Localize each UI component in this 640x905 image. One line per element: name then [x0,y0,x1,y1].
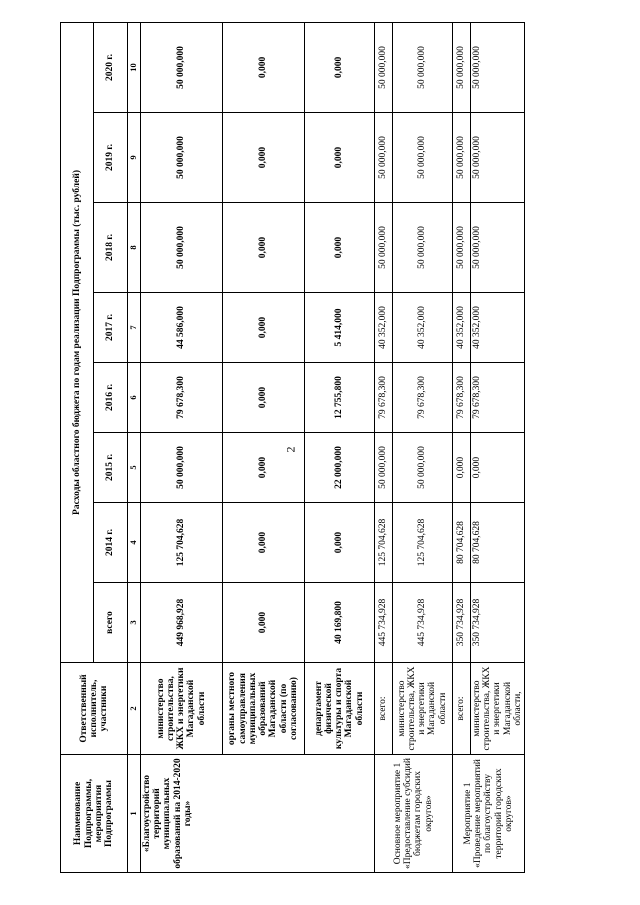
value-cell: 79 678,300 [452,363,470,433]
value-cell: 0,000 [222,363,304,433]
index-cell: 2 [127,663,140,755]
value-cell: 0,000 [222,113,304,203]
budget-table [60,22,525,873]
value-cell: 50 000,000 [452,203,470,293]
value-cell: 44 586,000 [140,293,222,363]
value-cell: 12 755,800 [304,363,374,433]
row-responsible: департамент физической культуры и спорта Магаданской области [304,663,374,755]
value-cell: 50 000,000 [392,433,452,503]
table-row [470,22,524,872]
header-year-2020: 2020 г. [94,22,127,112]
index-cell: 5 [127,433,140,503]
value-cell: 0,000 [470,433,524,503]
value-cell: 40 352,000 [392,293,452,363]
value-cell: 79 678,300 [140,363,222,433]
index-cell: 3 [127,583,140,663]
value-cell: 40 352,000 [374,293,392,363]
value-cell: 50 000,000 [470,113,524,203]
value-cell: 80 704,628 [452,503,470,583]
value-cell: 50 000,000 [374,22,392,112]
header-year-2014: 2014 г. [94,503,127,583]
index-cell: 4 [127,503,140,583]
index-cell: 7 [127,293,140,363]
value-cell: 40 169,800 [304,583,374,663]
index-cell: 8 [127,203,140,293]
table-row [140,22,222,872]
value-cell: 125 704,628 [140,503,222,583]
value-cell: 50 000,000 [392,113,452,203]
value-cell: 0,000 [452,433,470,503]
value-cell: 50 000,000 [140,203,222,293]
value-cell: 125 704,628 [374,503,392,583]
table-row [374,22,392,872]
value-cell: 40 352,000 [452,293,470,363]
table-row [452,22,470,872]
index-cell: 9 [127,113,140,203]
value-cell: 50 000,000 [452,22,470,112]
value-cell: 0,000 [222,22,304,112]
header-total: всего [94,583,127,663]
index-cell: 1 [127,755,140,873]
index-row [127,22,140,872]
value-cell: 50 000,000 [470,203,524,293]
value-cell: 350 734,928 [452,583,470,663]
value-cell: 50 000,000 [392,22,452,112]
header-name: Наименование Подпрограммы, мероприятия Подпрограммы [61,755,128,873]
rotated-table-container [60,23,525,873]
row-name-main-activity: Основное мероприятие 1 «Предоставление субсидий бюджетам городских округов» [374,755,452,873]
value-cell: 50 000,000 [374,113,392,203]
value-cell: 40 352,000 [470,293,524,363]
value-cell: 50 000,000 [470,22,524,112]
value-cell: 79 678,300 [374,363,392,433]
header-year-2017: 2017 г. [94,293,127,363]
header-year-2018: 2018 г. [94,203,127,293]
page-number: 2 [283,446,298,453]
value-cell: 445 734,928 [374,583,392,663]
value-cell: 50 000,000 [452,113,470,203]
value-cell: 50 000,000 [140,113,222,203]
value-cell: 0,000 [304,22,374,112]
row-responsible: всего: [452,663,470,755]
value-cell: 449 968,928 [140,583,222,663]
value-cell: 0,000 [222,433,304,503]
header-year-2019: 2019 г. [94,113,127,203]
value-cell: 79 678,300 [470,363,524,433]
value-cell: 350 734,928 [470,583,524,663]
value-cell: 0,000 [304,203,374,293]
header-expenses-group: Расходы областного бюджета по годам реализации Подпрограммы (тыс. рублей) [61,22,94,662]
value-cell: 0,000 [222,503,304,583]
value-cell: 22 000,000 [304,433,374,503]
table-row [222,22,304,872]
value-cell: 0,000 [222,203,304,293]
table-row [304,22,374,872]
value-cell: 79 678,300 [392,363,452,433]
index-cell: 10 [127,22,140,112]
row-responsible: министерство строительства, ЖКХ и энергетики Магаданской области [140,663,222,755]
value-cell: 125 704,628 [392,503,452,583]
header-responsible: Ответственный исполнитель, участники [61,663,128,755]
value-cell: 0,000 [222,293,304,363]
value-cell: 50 000,000 [374,433,392,503]
value-cell: 50 000,000 [140,22,222,112]
table-row [392,22,452,872]
value-cell: 5 414,000 [304,293,374,363]
row-responsible: всего: [374,663,392,755]
value-cell: 0,000 [304,113,374,203]
value-cell: 0,000 [304,503,374,583]
value-cell: 0,000 [222,583,304,663]
row-responsible: органы местного самоуправления муниципальных образований Магаданской области (по согласованию) [222,663,304,755]
value-cell: 50 000,000 [392,203,452,293]
row-responsible: министерство строительства, ЖКХ и энергетики Магаданской области, [470,663,524,755]
row-name-subprogram: «Благоустройство территорий муниципальных образований на 2014-2020 годы» [140,755,374,873]
value-cell: 50 000,000 [374,203,392,293]
value-cell: 445 734,928 [392,583,452,663]
row-responsible: министерство строительства, ЖКХ и энергетики Магаданской области [392,663,452,755]
value-cell: 50 000,000 [140,433,222,503]
row-name-activity: Мероприятие 1 «Проведение мероприятий по благоустройству территорий городских округов» [452,755,524,873]
header-row-1 [61,22,94,872]
header-year-2016: 2016 г. [94,363,127,433]
value-cell: 80 704,628 [470,503,524,583]
index-cell: 6 [127,363,140,433]
header-year-2015: 2015 г. [94,433,127,503]
